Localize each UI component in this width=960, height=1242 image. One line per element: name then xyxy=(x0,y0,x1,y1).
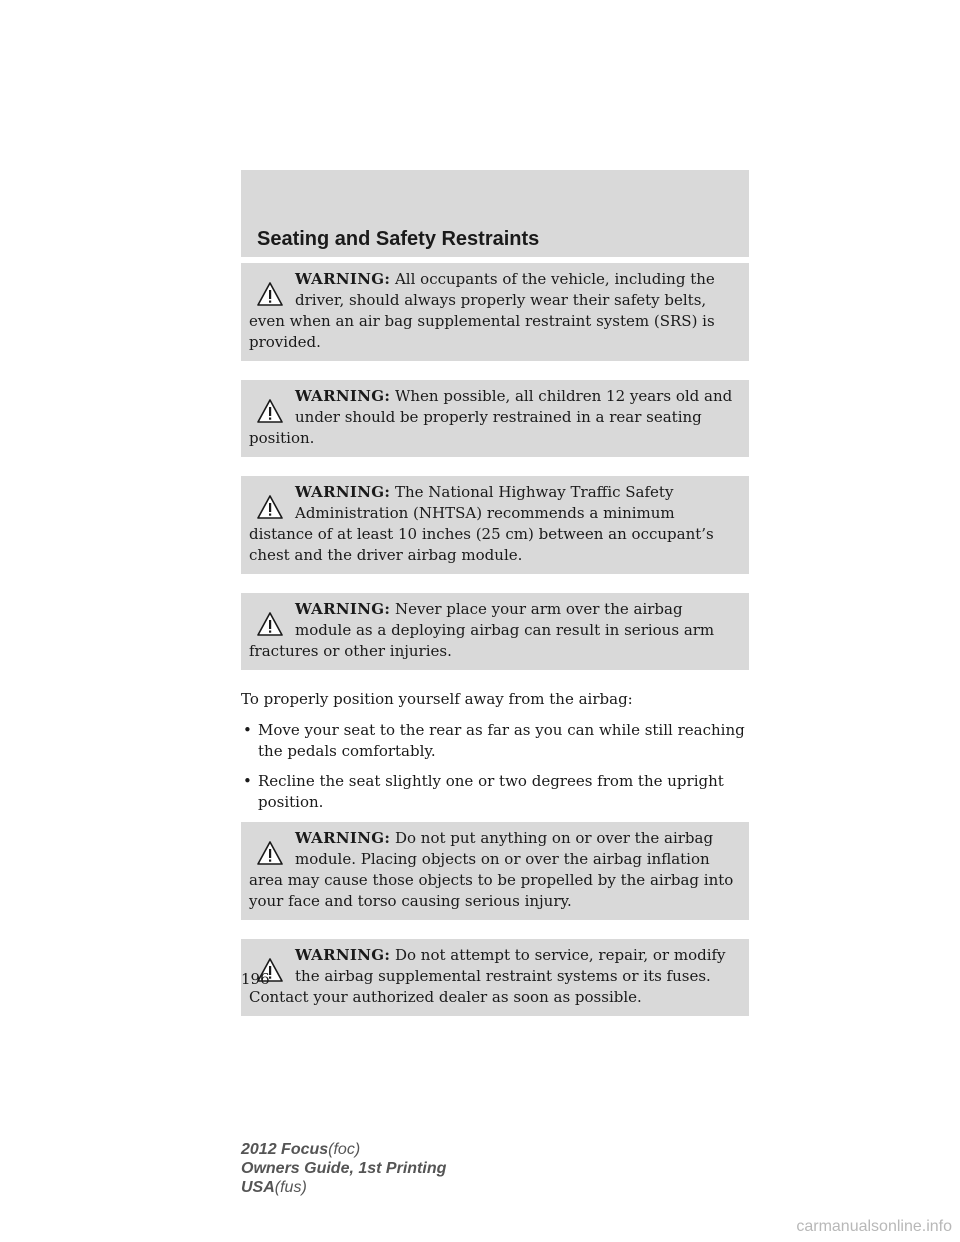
intro-paragraph: To properly position yourself away from the airbag: xyxy=(241,690,633,708)
warning-triangle-icon xyxy=(257,840,283,866)
section-header xyxy=(241,170,749,257)
warning-text: Do not put anything on or over the airbag module. Placing objects on or over the airbag inflation area may cause those objects to be propelled by the airbag into your face and torso causing serious injury. xyxy=(249,829,734,910)
warning-label: WARNING: xyxy=(295,483,391,501)
warning-triangle-icon xyxy=(257,494,283,520)
footer-market: USA xyxy=(241,1179,275,1196)
footer-guide: Owners Guide, 1st Printing xyxy=(241,1160,447,1177)
warning-box xyxy=(241,822,749,920)
section-title: Seating and Safety Restraints xyxy=(257,228,540,250)
page-number: 196 xyxy=(241,970,270,988)
warning-box xyxy=(241,380,749,457)
warning-triangle-icon xyxy=(257,281,283,307)
watermark: carmanualsonline.info xyxy=(796,1218,952,1235)
warning-text: Do not attempt to service, repair, or modify the airbag supplemental restraint systems or its fuses. Contact your authorized dealer as soon as possible. xyxy=(249,946,726,1006)
warning-text: When possible, all children 12 years old and under should be properly restrained in a rear seating position. xyxy=(249,387,733,447)
warning-label: WARNING: xyxy=(295,829,391,847)
warning-label: WARNING: xyxy=(295,270,391,288)
list-item-text: Move your seat to the rear as far as you can while still reaching the pedals comfortably. xyxy=(258,721,745,760)
page-content xyxy=(241,263,749,1035)
footer-market-code: (fus) xyxy=(274,1179,307,1196)
warning-box xyxy=(241,939,749,1016)
warning-triangle-icon xyxy=(257,611,283,637)
warning-label: WARNING: xyxy=(295,600,391,618)
footer-model: 2012 Focus xyxy=(241,1141,329,1158)
bullet-symbol: • xyxy=(243,772,252,790)
footer-line-market xyxy=(241,1178,446,1197)
warning-triangle-icon xyxy=(257,398,283,424)
warning-box xyxy=(241,263,749,361)
warning-label: WARNING: xyxy=(295,946,391,964)
warning-text: Never place your arm over the airbag module as a deploying airbag can result in serious arm fractures or other injuries. xyxy=(249,600,715,660)
warning-text: All occupants of the vehicle, including the driver, should always properly wear their safety belts, even when an air bag supplemental restraint system (SRS) is provided. xyxy=(249,270,715,351)
footer-line-model xyxy=(241,1140,446,1159)
bullet-list xyxy=(241,720,749,813)
warning-text: The National Highway Traffic Safety Administration (NHTSA) recommends a minimum distance of at least 10 inches (25 cm) between an occupant’s chest and the driver airbag module. xyxy=(249,483,714,564)
warning-label: WARNING: xyxy=(295,387,391,405)
list-item xyxy=(241,771,749,813)
warning-box xyxy=(241,593,749,670)
footer-model-code: (foc) xyxy=(328,1141,361,1158)
list-item xyxy=(241,720,749,762)
list-item-text: Recline the seat slightly one or two degrees from the upright position. xyxy=(258,772,724,811)
bullet-symbol: • xyxy=(243,721,252,739)
footer-info xyxy=(241,1140,446,1197)
warning-box xyxy=(241,476,749,574)
